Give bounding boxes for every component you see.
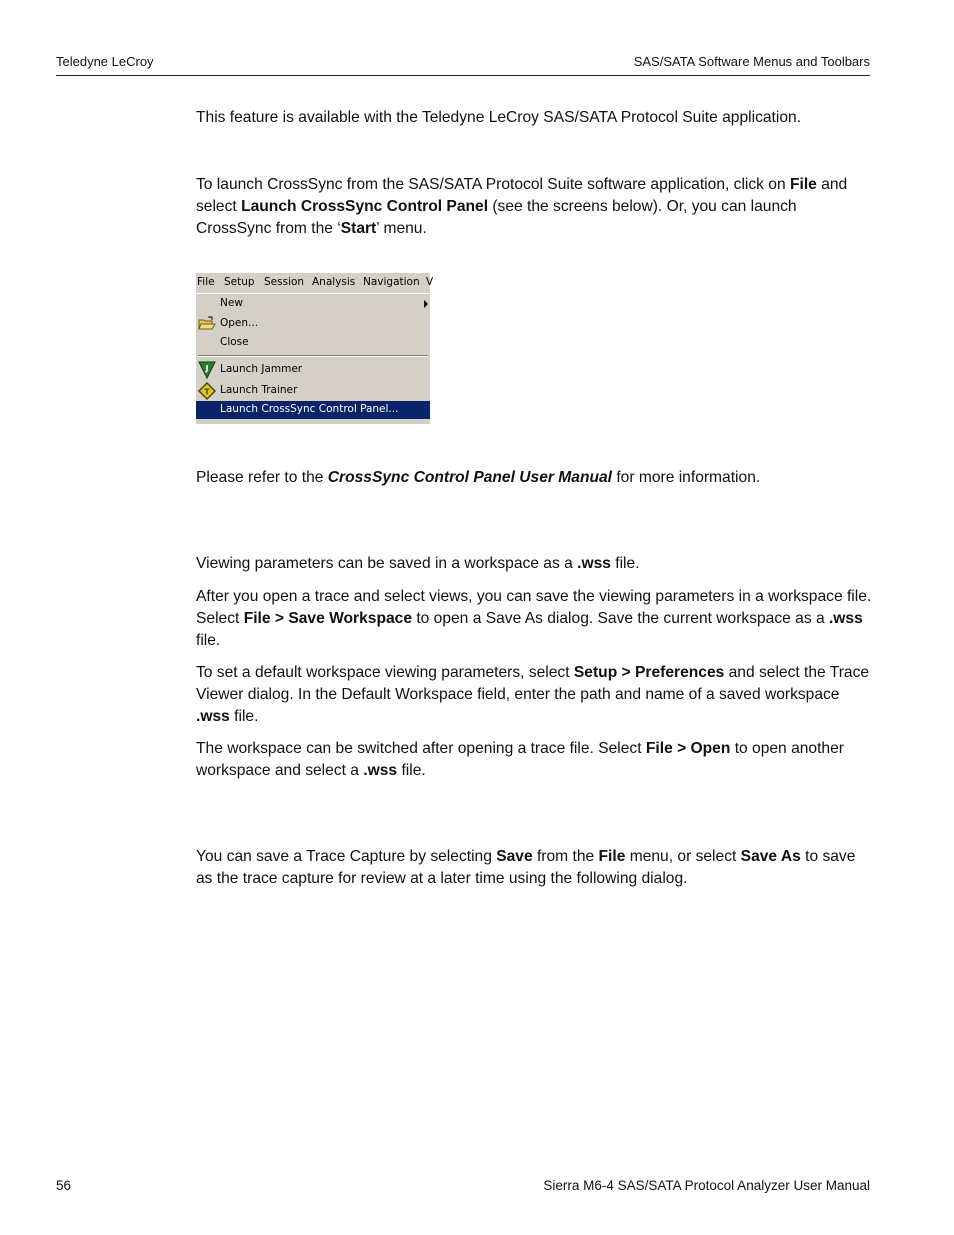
menu-view[interactable]: V <box>426 276 434 288</box>
menu-item-label: Close <box>220 336 249 348</box>
menu-item-launch-crosssync[interactable] <box>196 401 430 419</box>
bold-file-open: File > Open <box>645 740 731 757</box>
save-paragraph <box>196 846 872 890</box>
page-number: 56 <box>56 1178 72 1193</box>
bold-file: File <box>598 848 626 865</box>
menu-item-open[interactable] <box>196 315 430 333</box>
bold-launch-crosssync: Launch CrossSync Control Panel <box>241 198 489 215</box>
menu-item-label: Open... <box>220 317 259 329</box>
menu-setup[interactable]: Setup <box>224 276 255 288</box>
bold-wss: .wss <box>828 610 863 627</box>
intro-paragraph: This feature is available with the Teledyne LeCroy SAS/SATA Protocol Suite application. <box>196 109 802 126</box>
text: To set a default workspace viewing parameters, select <box>196 664 574 681</box>
bold-setup-preferences: Setup > Preferences <box>573 664 725 681</box>
menu-item-label: Launch Jammer <box>220 363 303 375</box>
text: You can save a Trace Capture by selecting <box>196 848 497 865</box>
menu-separator <box>198 355 428 357</box>
manual-title: CrossSync Control Panel User Manual <box>327 469 612 486</box>
bold-start: Start <box>340 220 377 237</box>
workspace-paragraph-2 <box>196 586 872 652</box>
bold-file: File <box>789 176 817 193</box>
text: for more information. <box>612 469 761 486</box>
text: To launch CrossSync from the SAS/SATA Protocol Suite software application, click on <box>196 176 790 193</box>
menu-navigation[interactable]: Navigation <box>363 276 420 288</box>
menu-session[interactable]: Session <box>264 276 305 288</box>
menu-analysis[interactable]: Analysis <box>312 276 356 288</box>
text: file. <box>229 708 259 725</box>
bold-save-workspace: File > Save Workspace <box>243 610 412 627</box>
menu-item-launch-trainer[interactable] <box>196 382 430 400</box>
menu-item-close[interactable] <box>196 334 430 352</box>
header-company: Teledyne LeCroy <box>56 54 154 69</box>
menu-file[interactable]: File <box>197 276 215 288</box>
workspace-paragraph-3 <box>196 662 872 728</box>
text: menu, or select <box>625 848 741 865</box>
header-section-title: SAS/SATA Software Menus and Toolbars <box>633 54 870 69</box>
menu-item-launch-jammer[interactable] <box>196 361 430 379</box>
text: to open a Save As dialog. Save the current workspace as a <box>412 610 829 627</box>
bold-wss: .wss <box>363 762 398 779</box>
text: Please refer to the <box>196 469 328 486</box>
text: from the <box>532 848 599 865</box>
file-menu-dropdown <box>196 293 430 424</box>
bold-wss: .wss <box>196 708 230 725</box>
menu-item-new[interactable] <box>196 295 430 313</box>
bold-save-as: Save As <box>740 848 801 865</box>
bold-save: Save <box>496 848 533 865</box>
menu-item-label: Launch Trainer <box>220 384 298 396</box>
bold-wss: .wss <box>577 555 611 572</box>
text: file. <box>397 762 426 779</box>
workspace-paragraph-4 <box>196 738 872 782</box>
menu-item-label: New <box>220 297 243 309</box>
text: ’ menu. <box>376 220 427 237</box>
file-menu-screenshot <box>196 273 434 424</box>
menu-bar <box>196 273 434 292</box>
text: Viewing parameters can be saved in a workspace as a <box>196 555 578 572</box>
header-rule <box>56 75 870 76</box>
workspace-paragraph-1 <box>196 553 872 575</box>
launch-paragraph <box>196 174 872 240</box>
refer-paragraph <box>196 467 872 489</box>
text: to open another workspace and select a <box>196 740 844 779</box>
text: file. <box>196 632 221 649</box>
text: After you open a trace and select views, you can save the viewing parameters in a workspace file. Select <box>196 588 872 627</box>
text: and select <box>196 176 848 215</box>
text: file. <box>610 555 640 572</box>
footer-manual-title: Sierra M6-4 SAS/SATA Protocol Analyzer User Manual <box>543 1178 870 1193</box>
svg-text:T: T <box>204 387 210 397</box>
text: to save as the trace capture for review at a later time using the following dialog. <box>196 848 856 887</box>
text: and select the Trace Viewer dialog. In the Default Workspace field, enter the path and name of a saved workspace <box>196 664 870 703</box>
svg-text:J: J <box>205 364 209 373</box>
jammer-icon <box>198 361 216 379</box>
text: (see the screens below). Or, you can launch CrossSync from the ‘ <box>196 198 797 237</box>
trainer-icon <box>198 382 216 400</box>
open-folder-icon <box>198 315 216 333</box>
text: The workspace can be switched after opening a trace file. Select <box>196 740 646 757</box>
submenu-arrow-icon <box>424 300 428 308</box>
menu-item-label: Launch CrossSync Control Panel... <box>220 403 399 415</box>
